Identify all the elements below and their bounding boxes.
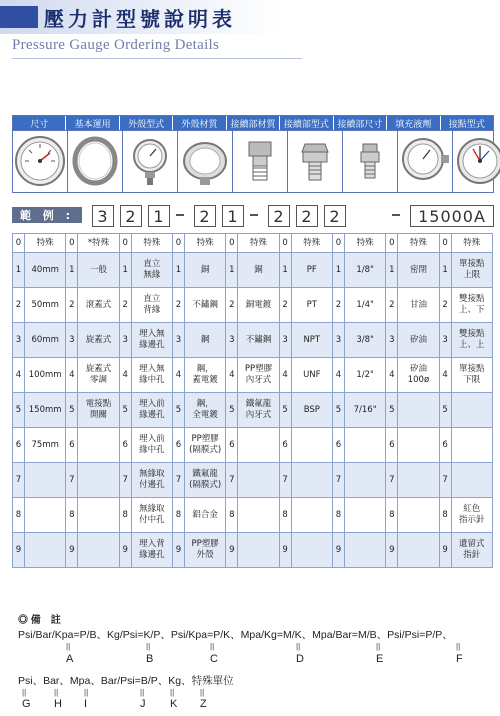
unit-codes-line-1: Psi/Bar/Kpa=P/B、Kg/Psi=K/P、Psi/Kpa=P/K、Mpa/Kg=M/K、Mpa/Bar=M/B、Psi/Psi=P/P、 [18, 629, 453, 641]
column-header: 接續部尺寸 [334, 116, 387, 130]
option-value [451, 393, 492, 428]
option-code: 4 [66, 358, 78, 393]
option-code: 9 [332, 533, 344, 568]
equals-mark: || [84, 688, 89, 697]
option-value: 埋入背 緣邊孔 [131, 533, 172, 568]
option-code: 4 [226, 358, 238, 393]
option-code: 6 [386, 428, 398, 463]
option-value: 鋼， 全電鍍 [184, 393, 225, 428]
unit-letter: A [66, 653, 74, 665]
option-code: 3 [386, 323, 398, 358]
example-code-box: 3 [92, 205, 114, 227]
option-code: 2 [279, 288, 291, 323]
option-code: 6 [13, 428, 25, 463]
option-value: 遺留式 指針 [451, 533, 492, 568]
option-value: 50mm [25, 288, 66, 323]
option-value: 銅 [238, 253, 279, 288]
option-value: PP塑膠 內牙式 [238, 358, 279, 393]
option-code: 3 [66, 323, 78, 358]
option-value: 特殊 [291, 234, 332, 253]
option-code: 5 [386, 393, 398, 428]
option-code: 8 [172, 498, 184, 533]
ring-icon [68, 130, 123, 192]
option-code: 2 [439, 288, 451, 323]
option-code: 1 [226, 253, 238, 288]
option-value [25, 498, 66, 533]
notes-title: ◎ 備 註 [18, 615, 61, 626]
option-code: 5 [66, 393, 78, 428]
option-value: 雙接點 上、下 [451, 288, 492, 323]
example-code-box: 15000A [410, 205, 494, 227]
unit-letter: I [84, 698, 88, 710]
option-code: 2 [386, 288, 398, 323]
option-value: 直立 背緣 [131, 288, 172, 323]
option-code: 3 [172, 323, 184, 358]
option-code: 7 [172, 463, 184, 498]
option-value: PP塑膠 外殼 [184, 533, 225, 568]
equals-mark: || [140, 688, 145, 697]
option-code: 9 [279, 533, 291, 568]
option-code: 0 [332, 234, 344, 253]
option-code: 7 [386, 463, 398, 498]
option-value [291, 463, 332, 498]
option-code: 0 [119, 234, 131, 253]
column-header: 外殼材質 [173, 116, 226, 130]
option-code: 8 [119, 498, 131, 533]
column-header: 填充液劑 [387, 116, 440, 130]
option-code: 7 [66, 463, 78, 498]
option-value: 電接點 開關 [78, 393, 119, 428]
table-row [13, 393, 493, 428]
option-value [398, 463, 439, 498]
option-value [78, 498, 119, 533]
option-code: 4 [439, 358, 451, 393]
column-header: 接續部材質 [227, 116, 280, 130]
option-value [398, 498, 439, 533]
option-value: 鋁合金 [184, 498, 225, 533]
example-dash [392, 214, 400, 216]
option-code: 4 [13, 358, 25, 393]
option-value: 1/4" [344, 288, 385, 323]
option-value: 鐵氟龍 內牙式 [238, 393, 279, 428]
option-value [78, 533, 119, 568]
unit-codes-line-2: Psi、Bar、Mpa、Bar/Psi=B/P、Kg、特殊單位 [18, 675, 234, 687]
option-code: 7 [439, 463, 451, 498]
option-value [398, 428, 439, 463]
option-value: 100mm [25, 358, 66, 393]
column-header: 基本運用 [66, 116, 119, 130]
column-header: 接續部型式 [280, 116, 333, 130]
option-code: 9 [386, 533, 398, 568]
unit-letter: K [170, 698, 178, 710]
option-code: 4 [172, 358, 184, 393]
option-code: 6 [226, 428, 238, 463]
option-value: 鐵氟龍 (隔膜式) [184, 463, 225, 498]
option-value: 銅 [184, 253, 225, 288]
table-row [13, 253, 493, 288]
option-code: 7 [226, 463, 238, 498]
option-value: 特殊 [131, 234, 172, 253]
option-code: 1 [66, 253, 78, 288]
example-code-box: 2 [120, 205, 142, 227]
option-value: 特殊 [451, 234, 492, 253]
option-value: 矽油 [398, 323, 439, 358]
stainless-case-icon [178, 130, 233, 192]
option-value: *特殊 [78, 234, 119, 253]
option-code: 6 [66, 428, 78, 463]
option-value: BSP [291, 393, 332, 428]
title-bar [0, 0, 500, 34]
equals-mark: || [22, 688, 27, 697]
option-value: 不鏽鋼 [238, 323, 279, 358]
option-code: 7 [279, 463, 291, 498]
dial-gauge-icon [13, 130, 68, 192]
option-code: 5 [119, 393, 131, 428]
option-value [344, 533, 385, 568]
option-code: 8 [226, 498, 238, 533]
option-code: 0 [386, 234, 398, 253]
option-value: 150mm [25, 393, 66, 428]
small-fitting-icon [343, 130, 398, 192]
option-code: 0 [13, 234, 25, 253]
option-code: 6 [332, 428, 344, 463]
option-value: 埋入前 緣中孔 [131, 428, 172, 463]
option-code: 0 [66, 234, 78, 253]
option-value: 鋼， 蓋電鍍 [184, 358, 225, 393]
equals-mark: || [170, 688, 175, 697]
option-code: 0 [279, 234, 291, 253]
option-code: 9 [226, 533, 238, 568]
option-code: 0 [226, 234, 238, 253]
option-value: 旋蓋式 [78, 323, 119, 358]
equals-mark: || [54, 688, 59, 697]
option-code: 1 [172, 253, 184, 288]
option-value: 1/8" [344, 253, 385, 288]
example-code-box: 2 [268, 205, 290, 227]
option-code: 8 [332, 498, 344, 533]
equals-mark: || [200, 688, 205, 697]
option-code: 3 [119, 323, 131, 358]
option-value: 鋼 [184, 323, 225, 358]
spec-icon-row [12, 130, 494, 193]
option-value: 埋入前 緣邊孔 [131, 393, 172, 428]
option-code: 6 [119, 428, 131, 463]
example-code-box: 2 [194, 205, 216, 227]
table-row [13, 463, 493, 498]
option-code: 4 [279, 358, 291, 393]
option-code: 7 [13, 463, 25, 498]
option-code: 5 [332, 393, 344, 428]
option-code: 1 [386, 253, 398, 288]
spec-header-row [12, 115, 494, 131]
threaded-fitting-icon [288, 130, 343, 192]
option-value [291, 428, 332, 463]
option-code: 5 [439, 393, 451, 428]
option-value [451, 463, 492, 498]
option-value: 直立 無緣 [131, 253, 172, 288]
option-value: 1/2" [344, 358, 385, 393]
option-code: 2 [13, 288, 25, 323]
example-dash [176, 214, 184, 216]
filled-gauge-icon [398, 130, 453, 192]
unit-letter: C [210, 653, 218, 665]
example-dash [250, 214, 258, 216]
option-value [238, 498, 279, 533]
equals-mark: || [456, 642, 461, 651]
unit-letter: E [376, 653, 384, 665]
option-code: 9 [66, 533, 78, 568]
option-value: 不鏽鋼 [184, 288, 225, 323]
gauge-with-tab-icon [123, 130, 178, 192]
option-code: 5 [279, 393, 291, 428]
option-code: 5 [172, 393, 184, 428]
option-value [78, 463, 119, 498]
option-value: PP塑膠 (隔膜式) [184, 428, 225, 463]
option-value: 單接點 下限 [451, 358, 492, 393]
option-value: 特殊 [25, 234, 66, 253]
option-value [291, 533, 332, 568]
option-code: 1 [439, 253, 451, 288]
option-code: 3 [226, 323, 238, 358]
unit-letter: H [54, 698, 62, 710]
unit-letter: B [146, 653, 154, 665]
option-value [344, 428, 385, 463]
option-value: 75mm [25, 428, 66, 463]
option-code: 0 [172, 234, 184, 253]
option-value: 特殊 [344, 234, 385, 253]
option-code: 9 [119, 533, 131, 568]
option-code: 6 [172, 428, 184, 463]
unit-letter: F [456, 653, 463, 665]
option-value: 旋蓋式 零調 [78, 358, 119, 393]
option-code: 5 [226, 393, 238, 428]
option-code: 2 [226, 288, 238, 323]
option-code: 1 [119, 253, 131, 288]
unit-letter: D [296, 653, 304, 665]
option-value [451, 428, 492, 463]
option-value [398, 533, 439, 568]
option-code: 1 [13, 253, 25, 288]
option-code: 1 [279, 253, 291, 288]
equals-mark: || [66, 642, 71, 651]
table-row [13, 234, 493, 253]
table-row [13, 533, 493, 568]
option-code: 8 [439, 498, 451, 533]
option-code: 8 [279, 498, 291, 533]
option-value: UNF [291, 358, 332, 393]
example-row [12, 205, 492, 225]
option-value [238, 533, 279, 568]
table-row [13, 498, 493, 533]
page-subtitle: Pressure Gauge Ordering Details [12, 37, 220, 53]
title-accent-band [0, 6, 38, 28]
contact-gauge-icon [453, 130, 500, 192]
option-code: 9 [172, 533, 184, 568]
option-value: 滾蓋式 [78, 288, 119, 323]
option-code: 4 [386, 358, 398, 393]
option-code: 7 [332, 463, 344, 498]
option-code: 6 [279, 428, 291, 463]
option-code: 9 [13, 533, 25, 568]
option-value [398, 393, 439, 428]
equals-mark: || [210, 642, 215, 651]
option-code: 8 [66, 498, 78, 533]
example-code-box: 2 [324, 205, 346, 227]
option-value: 特殊 [238, 234, 279, 253]
table-row [13, 428, 493, 463]
equals-mark: || [296, 642, 301, 651]
option-value: 矽油 100ø [398, 358, 439, 393]
option-value: 無緣取 付邊孔 [131, 463, 172, 498]
option-value: 單接點 上限 [451, 253, 492, 288]
option-value: 埋入無 緣中孔 [131, 358, 172, 393]
option-value: 3/8" [344, 323, 385, 358]
option-value: 特殊 [184, 234, 225, 253]
subtitle-underline [12, 58, 302, 59]
option-value: NPT [291, 323, 332, 358]
option-code: 4 [332, 358, 344, 393]
table-row [13, 288, 493, 323]
option-code: 3 [13, 323, 25, 358]
notes-section [18, 611, 488, 710]
option-code: 6 [439, 428, 451, 463]
option-code: 3 [279, 323, 291, 358]
column-header: 接點型式 [441, 116, 493, 130]
option-code: 4 [119, 358, 131, 393]
option-value [291, 498, 332, 533]
option-value [344, 463, 385, 498]
option-value: 60mm [25, 323, 66, 358]
option-value: 密閉 [398, 253, 439, 288]
option-value: 埋入無 緣邊孔 [131, 323, 172, 358]
unit-letter: Z [200, 698, 207, 710]
option-code: 2 [172, 288, 184, 323]
option-value: PF [291, 253, 332, 288]
spec-table [12, 233, 493, 568]
option-code: 9 [439, 533, 451, 568]
option-code: 2 [332, 288, 344, 323]
example-code-box: 1 [148, 205, 170, 227]
option-code: 3 [439, 323, 451, 358]
option-value: 7/16" [344, 393, 385, 428]
unit-letter: G [22, 698, 31, 710]
example-code-box: 2 [296, 205, 318, 227]
option-value [78, 428, 119, 463]
option-code: 2 [66, 288, 78, 323]
option-code: 1 [332, 253, 344, 288]
option-value: 無緣取 付中孔 [131, 498, 172, 533]
option-code: 0 [439, 234, 451, 253]
option-value: 甘油 [398, 288, 439, 323]
column-header: 外殼型式 [120, 116, 173, 130]
unit-letter: J [140, 698, 146, 710]
table-row [13, 323, 493, 358]
option-value: 銅電鍍 [238, 288, 279, 323]
option-value [25, 463, 66, 498]
table-row [13, 358, 493, 393]
column-header: 尺寸 [13, 116, 66, 130]
option-value: 40mm [25, 253, 66, 288]
option-code: 2 [119, 288, 131, 323]
option-code: 5 [13, 393, 25, 428]
option-value: PT [291, 288, 332, 323]
option-value: 紅色 指示針 [451, 498, 492, 533]
equals-mark: || [146, 642, 151, 651]
example-label: 範 例 : [12, 207, 82, 223]
example-code-box: 1 [222, 205, 244, 227]
option-value [238, 463, 279, 498]
option-code: 8 [386, 498, 398, 533]
option-value [344, 498, 385, 533]
option-value: 特殊 [398, 234, 439, 253]
equals-mark: || [376, 642, 381, 651]
option-code: 8 [13, 498, 25, 533]
brass-fitting-icon [233, 130, 288, 192]
option-value: 一般 [78, 253, 119, 288]
option-value [238, 428, 279, 463]
option-value: 雙接點 上、上 [451, 323, 492, 358]
option-value [25, 533, 66, 568]
option-code: 7 [119, 463, 131, 498]
option-code: 3 [332, 323, 344, 358]
page-title: 壓力計型號說明表 [44, 7, 236, 31]
